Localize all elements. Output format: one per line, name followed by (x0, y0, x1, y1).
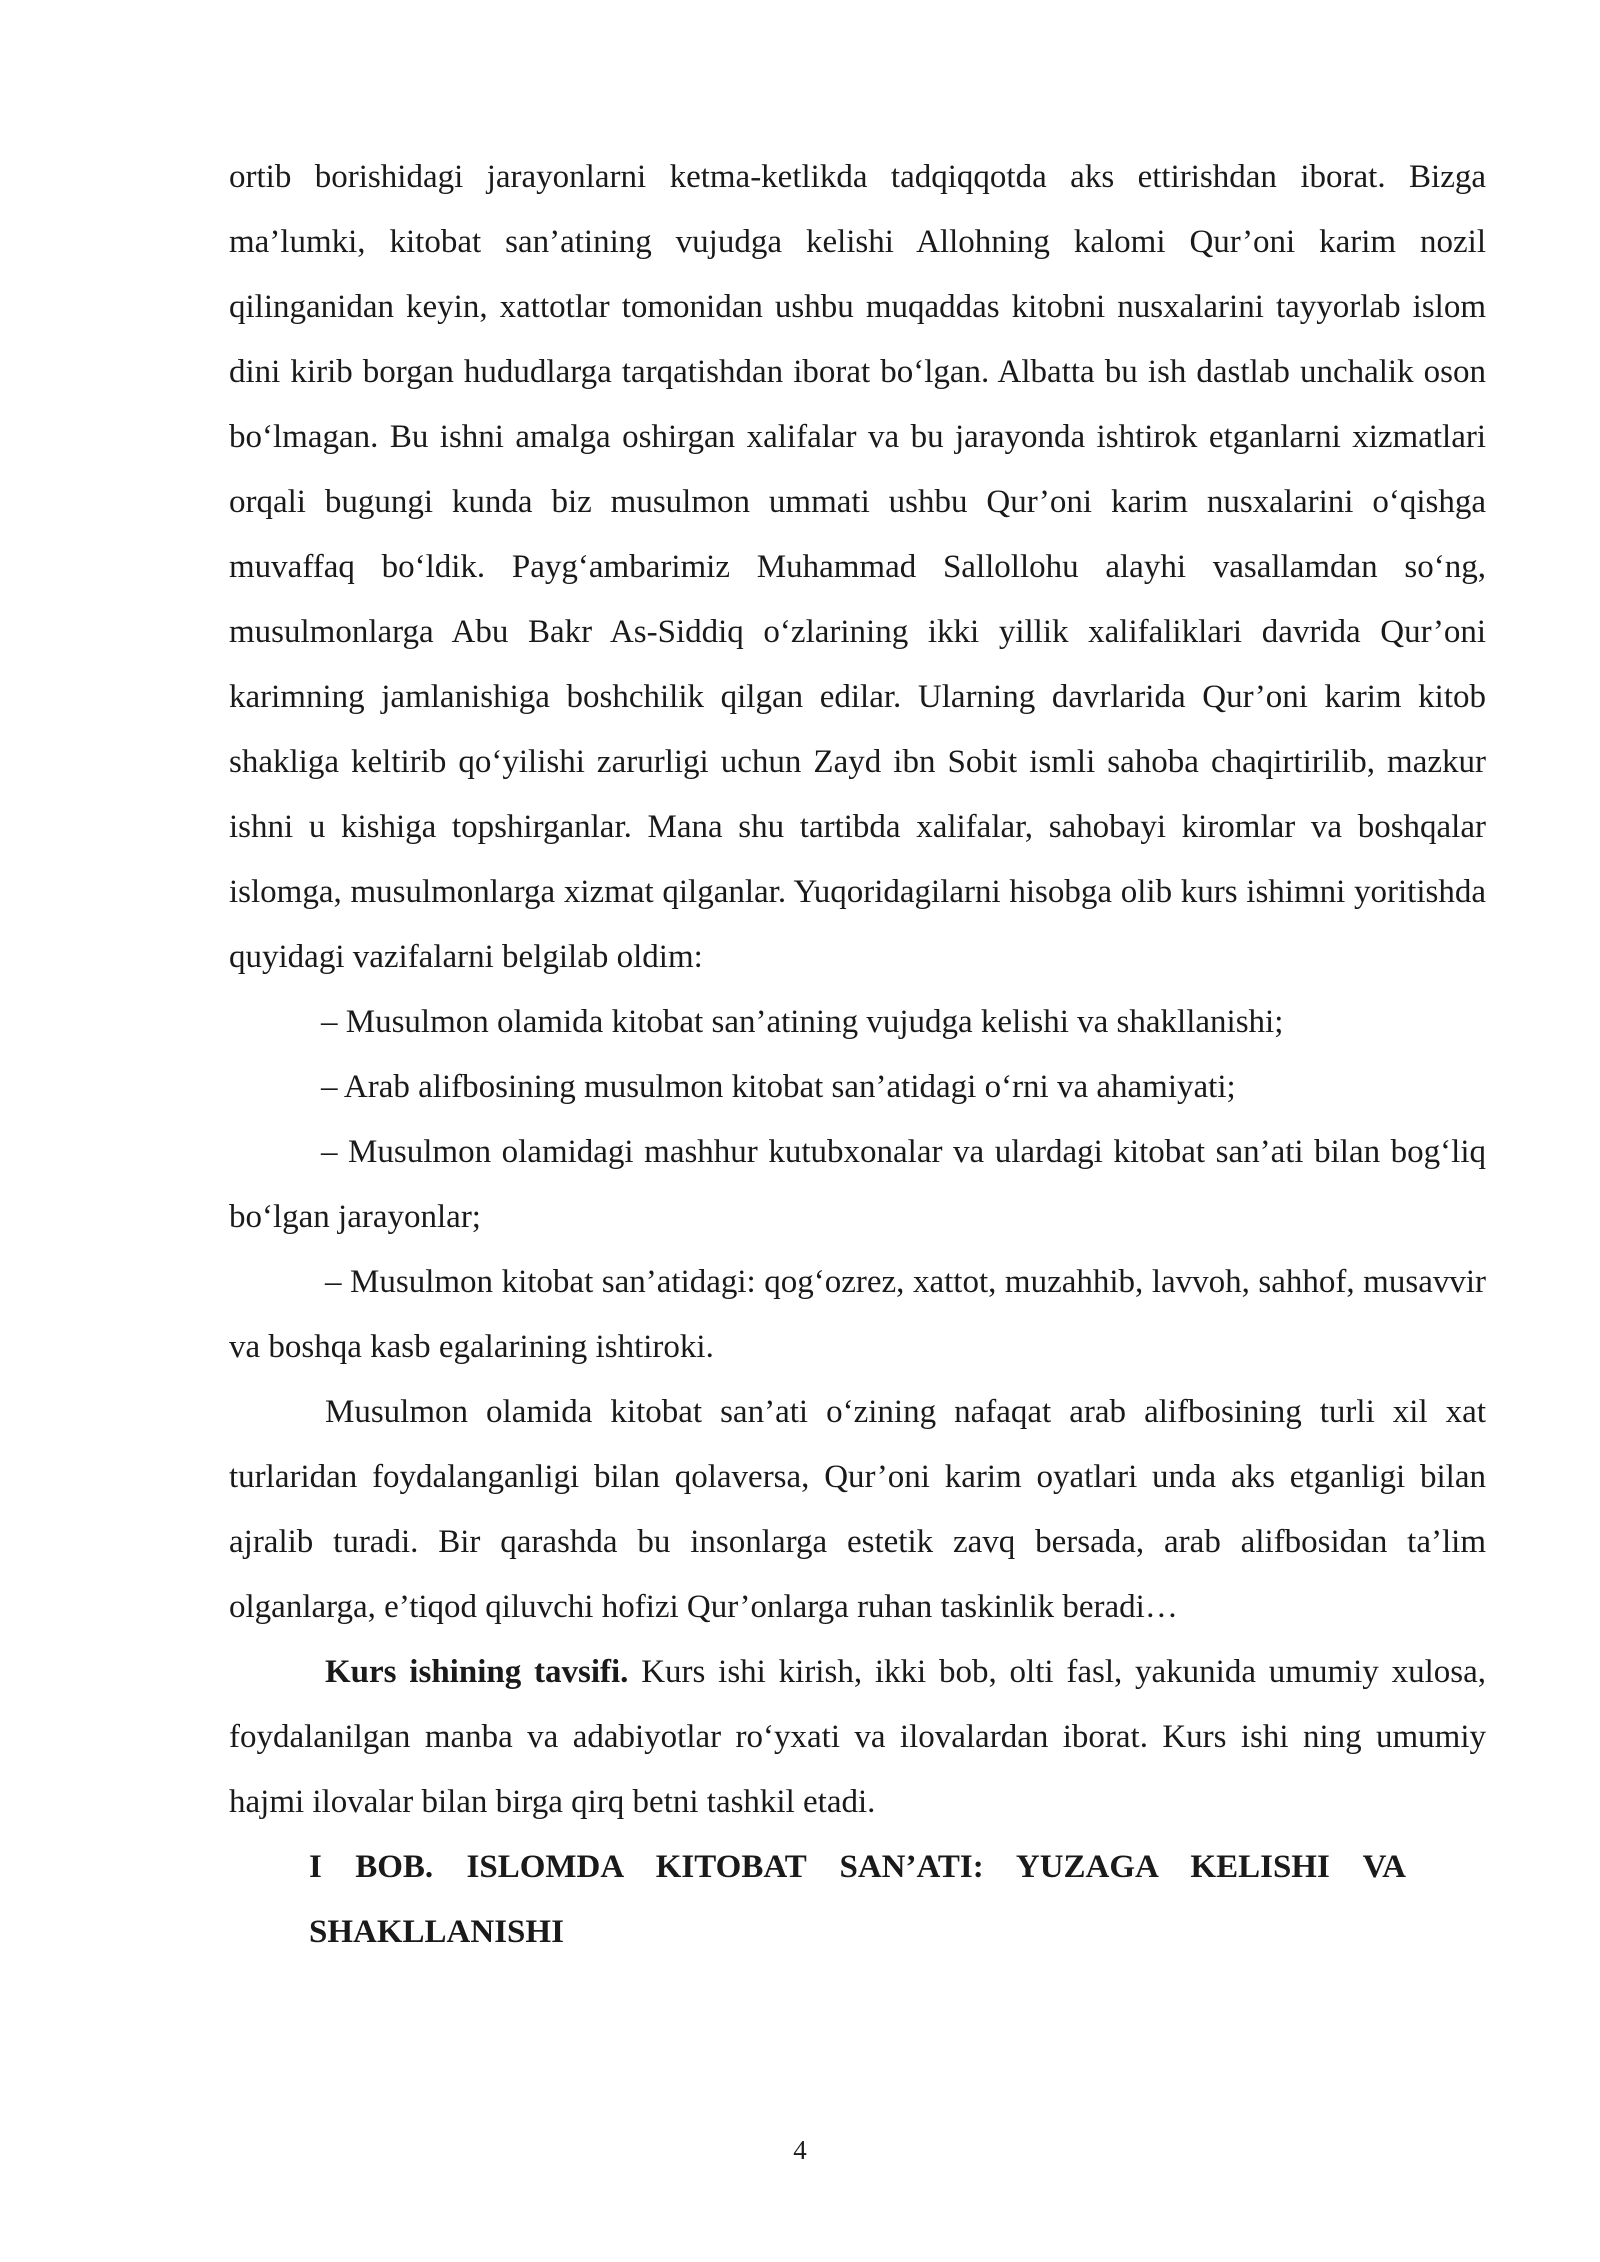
list-item: – Musulmon kitobat san’atidagi: qog‘ozrez, xattot, muzahhib, lavvoh, sahhof, musavvir va boshqa kasb egalarining ishtiroki. (229, 1264, 1486, 1365)
body-paragraph: ortib borishidagi jarayonlarni ketma-ketlikda tadqiqqotda aks ettirishdan iborat. Bizga ma’lumki, kitobat san’atining vujudga kelishi Allohning kalomi Qur’oni karim nozil qilinganidan keyin, xattotlar tomonidan ushbu muqaddas kitobni nusxalarini tayyorlab islom dini kirib borgan hududlarga tarqatishdan iborat bo‘lgan. Albatta bu ish dastlab unchalik oson bo‘lmagan. Bu ishni amalga oshirgan xalifalar va bu jarayonda ishtirok etganlarni xizmatlari orqali bugungi kunda biz musulmon ummati ushbu Qur’oni karim nusxalarini o‘qishga muvaffaq bo‘ldik. Payg‘ambarimiz Muhammad Sallollohu alayhi vasallamdan so‘ng, musulmonlarga Abu Bakr As-Siddiq o‘zlarining ikki yillik xalifaliklari davrida Qur’oni karimning jamlanishiga boshchilik qilgan edilar. Ularning davrlarida Qur’oni karim kitob shakliga keltirib qo‘yilishi zarurligi uchun Zayd ibn Sobit ismli sahoba chaqirtirilib, mazkur ishni u kishiga topshirganlar. Mana shu tartibda xalifalar, sahobayi kiromlar va boshqalar islomga, musulmonlarga xizmat qilganlar. Yuqoridagilarni hisobga olib kurs ishimni yoritishda quyidagi vazifalarni belgilab oldim: (229, 159, 1486, 975)
list-item: – Musulmon olamida kitobat san’atining vujudga kelishi va shakllanishi; (321, 1004, 1284, 1040)
description-lead: Kurs ishining tavsifi. (325, 1654, 629, 1690)
body-paragraph: Musulmon olamida kitobat san’ati o‘zining nafaqat arab alifbosining turli xil xat turlaridan foydalanganligi bilan qolaversa, Qur’oni karim oyatlari unda aks etganligi bilan ajralib turadi. Bir qarashda bu insonlarga estetik zavq bersada, arab alifbosidan ta’lim olganlarga, e’tiqod qiluvchi hofizi Qur’onlarga ruhan taskinlik beradi… (229, 1394, 1486, 1625)
description-text: Kurs ishi kirish, ikki bob, olti fasl, yakunida umumiy xulosa, foydalanilgan manba va adabiyotlar ro‘yxati va ilovalardan iborat. Kurs ishi ning umumiy hajmi ilovalar bilan birga qirq betni tashkil etadi. (229, 1654, 1486, 1820)
description-paragraph (229, 1640, 1486, 1835)
list-item: – Musulmon olamidagi mashhur kutubxonalar va ulardagi kitobat san’ati bilan bog‘liq bo‘lgan jarayonlar; (229, 1134, 1486, 1235)
page-number: 4 (793, 2135, 807, 2165)
list-item: – Arab alifbosining musulmon kitobat san’atidagi o‘rni va ahamiyati; (321, 1069, 1236, 1105)
chapter-heading: I BOB. ISLOMDA KITOBAT SAN’ATI: YUZAGA KELISHI VA SHAKLLANISHI (309, 1849, 1406, 1950)
document-body (229, 145, 1486, 1965)
